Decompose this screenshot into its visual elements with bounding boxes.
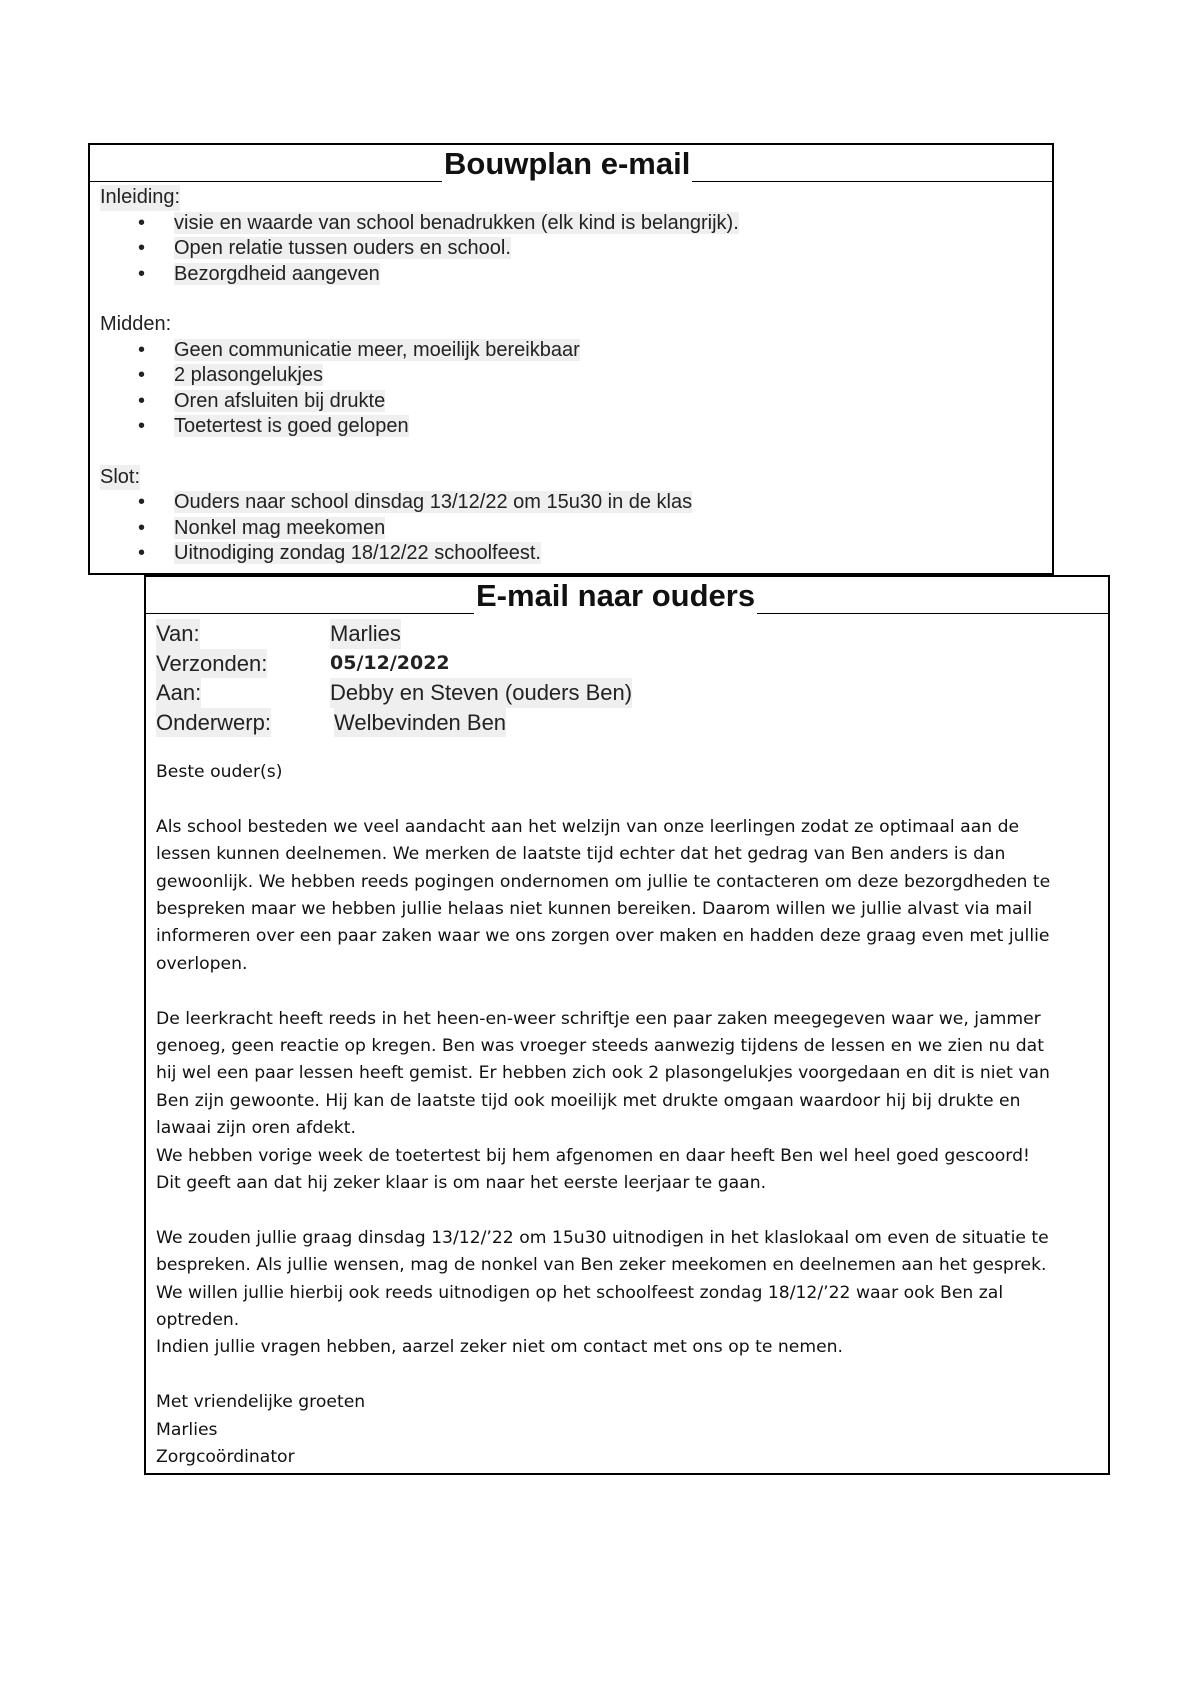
list-item: • Toetertest is goed gelopen	[138, 414, 1052, 440]
sent-label: Verzonden:	[156, 649, 267, 679]
email-title-row	[146, 577, 1108, 615]
bullet-icon: •	[138, 516, 146, 539]
email-title: E-mail naar ouders	[476, 578, 756, 613]
signature-role: Zorgcoördinator	[156, 1447, 295, 1468]
list-item: • Nonkel mag meekomen	[138, 516, 1052, 542]
header-row-from	[156, 619, 1108, 649]
from-value: Marlies	[330, 619, 401, 649]
section-label-midden: Midden:	[100, 313, 172, 335]
sent-value: 05/12/2022	[330, 651, 450, 674]
slot-list	[100, 490, 1052, 567]
bullet-icon: •	[138, 542, 146, 564]
bouwplan-box	[88, 143, 1054, 575]
list-item: • Open relatie tussen ouders en school.	[138, 236, 1052, 262]
bullet-icon: •	[138, 211, 146, 234]
list-item: • visie en waarde van school benadrukken (elk kind is belangrijk).	[138, 211, 1052, 237]
letter-body	[146, 737, 1108, 1472]
bullet-icon: •	[138, 237, 146, 259]
list-item: • Uitnodiging zondag 18/12/22 schoolfeest.	[138, 541, 1052, 567]
list-item: • Bezorgdheid aangeven	[138, 262, 1052, 288]
header-row-subject	[156, 708, 1108, 738]
email-header	[146, 615, 1108, 737]
list-item: • Ouders naar school dinsdag 13/12/22 om 15u30 in de klas	[138, 490, 1052, 516]
subject-label: Onderwerp:	[156, 708, 271, 738]
section-label-inleiding: Inleiding:	[100, 185, 180, 211]
inleiding-list	[100, 211, 1052, 288]
bullet-icon: •	[138, 491, 146, 513]
to-label: Aan:	[156, 678, 201, 708]
bullet-icon: •	[138, 338, 146, 361]
header-row-sent	[156, 649, 1108, 679]
bouwplan-body	[90, 183, 1052, 567]
bullet-icon: •	[138, 262, 146, 285]
bullet-icon: •	[138, 364, 146, 386]
bouwplan-title-row	[90, 145, 1052, 183]
email-box	[144, 575, 1110, 1475]
paragraph-3: We zouden jullie graag dinsdag 13/12/’22 om 15u30 uitnodigen in het klaslokaal om even de situatie te bespreken. Als jullie wensen, mag de nonkel van Ben zeker meekomen en deelnemen aan het gesprek. We willen jullie hierbij ook reeds uitnodigen op het schoolfeest zondag 18/12/’22 waar ook Ben zal optreden. Indien jullie vragen hebben, aarzel zeker niet om contact met ons op te nemen.	[156, 1227, 1049, 1358]
bouwplan-title: Bouwplan e-mail	[444, 146, 691, 181]
to-value: Debby en Steven (ouders Ben)	[330, 678, 632, 708]
midden-list	[100, 338, 1052, 440]
list-item: • Oren afsluiten bij drukte	[138, 389, 1052, 415]
list-item: • 2 plasongelukjes	[138, 363, 1052, 389]
from-label: Van:	[156, 619, 200, 649]
subject-value: Welbevinden Ben	[334, 708, 506, 738]
closing: Met vriendelijke groeten	[156, 1392, 366, 1413]
header-row-to	[156, 678, 1108, 708]
paragraph-1: Als school besteden we veel aandacht aan het welzijn van onze leerlingen zodat ze optimaal aan de lessen kunnen deelnemen. We merken de laatste tijd echter dat het gedrag van Ben anders is dan gewoonlijk. We hebben reeds pogingen ondernomen om jullie te contacteren om deze bezorgdheden te bespreken maar we hebben jullie helaas niet kunnen bereiken. Daarom willen we jullie alvast via mail informeren over een paar zaken waar we ons zorgen over maken en hadden deze graag even met jullie overlopen.	[156, 816, 1051, 974]
signature-block	[156, 1389, 1108, 1471]
list-item: • Geen communicatie meer, moeilijk bereikbaar	[138, 338, 1052, 364]
bullet-icon: •	[138, 389, 146, 412]
bullet-icon: •	[138, 415, 146, 437]
salutation: Beste ouder(s)	[156, 762, 283, 782]
paragraph-2: De leerkracht heeft reeds in het heen-en-weer schriftje een paar zaken meegegeven waar we, jammer genoeg, geen reactie op kregen. Ben was vroeger steeds aanwezig tijdens de lessen en we zien nu dat hij wel een paar lessen heeft gemist. Er hebben zich ook 2 plasongelukjes voorgedaan en dit is niet van Ben zijn gewoonte. Hij kan de laatste tijd ook moeilijk met drukte omgaan waardoor hij bij drukte en lawaai zijn oren afdekt. We hebben vorige week de toetertest bij hem afgenomen en daar heeft Ben wel heel goed gescoord! Dit geeft aan dat hij zeker klaar is om naar het eerste leerjaar te gaan.	[156, 1008, 1050, 1194]
section-label-slot: Slot:	[100, 465, 140, 491]
signature-name: Marlies	[156, 1419, 218, 1440]
